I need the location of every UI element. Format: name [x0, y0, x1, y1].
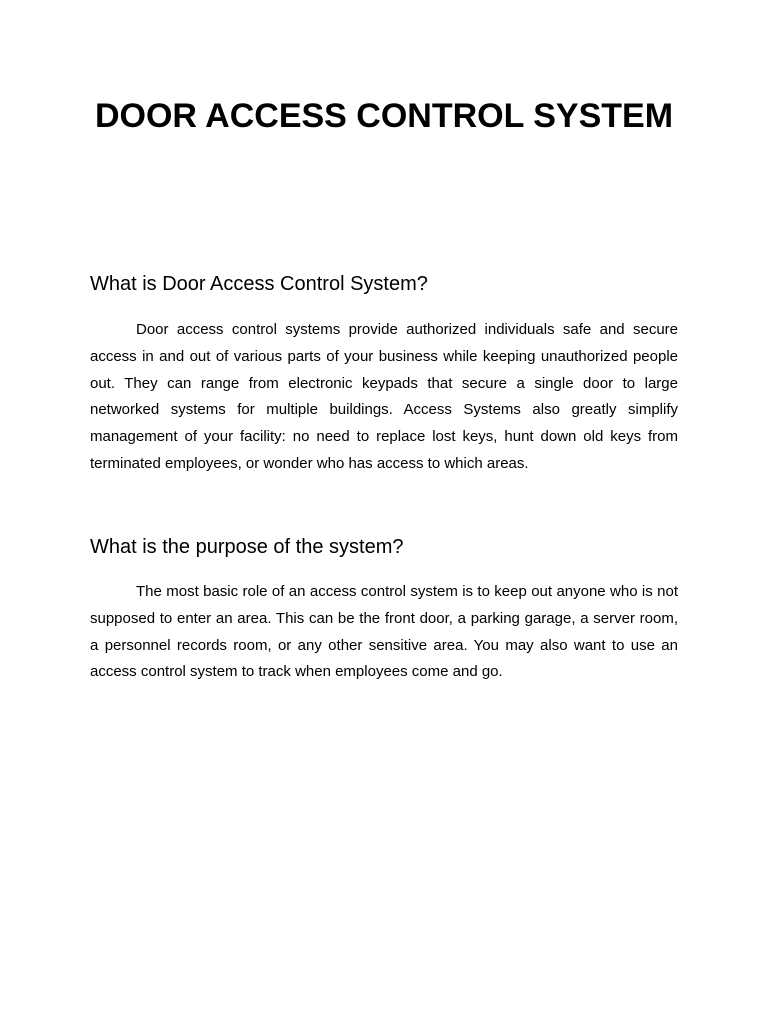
section-heading-definition: What is Door Access Control System? — [90, 273, 428, 295]
section-body-purpose: The most basic role of an access control system is to keep out anyone who is not supposed to enter an area. This can be the front door, a parking garage, a server room, a personnel records room, or any other sensitive area. You may also want to use an access control system to track when employees come and go. — [90, 583, 678, 681]
document-title: DOOR ACCESS CONTROL SYSTEM — [94, 97, 674, 135]
section-heading-purpose: What is the purpose of the system? — [90, 536, 404, 558]
section-body-definition: Door access control systems provide authorized individuals safe and secure access in and out of various parts of your business while keeping unauthorized people out. They can range from electronic keypads that secure a single door to large networked systems for multiple buildings. Access Systems also greatly simplify management of your facility: no need to replace lost keys, hunt down old keys from terminated employees, or wonder who has access to which areas. — [90, 321, 678, 472]
